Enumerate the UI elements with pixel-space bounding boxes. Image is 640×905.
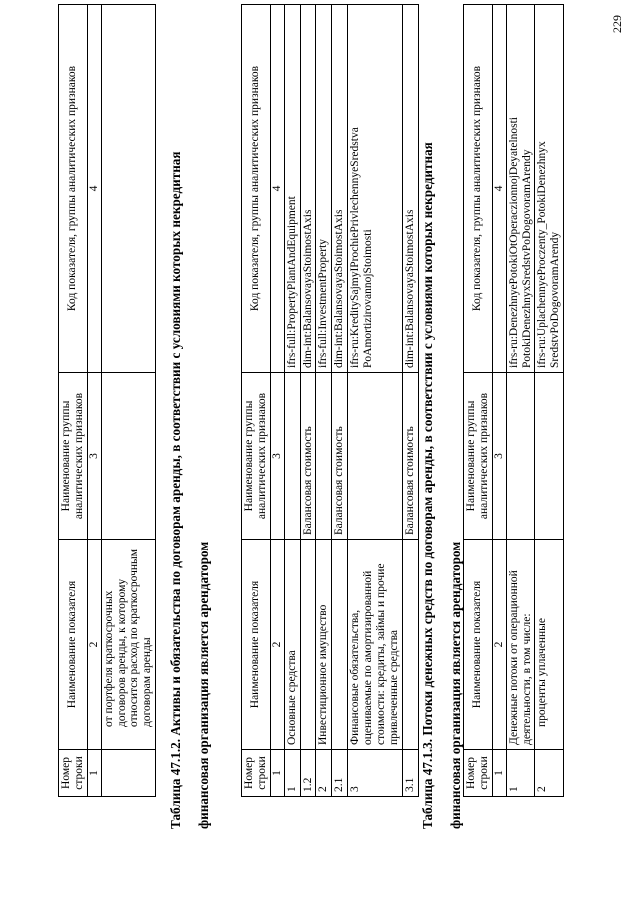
row-name: Денежные потоки от операционной деятельности, в том числе:: [506, 540, 535, 750]
row-group: Балансовая стоимость: [300, 373, 316, 540]
table-3-caption: [420, 142, 464, 829]
row-no: 3.1: [402, 750, 418, 797]
col-number: 2: [270, 540, 284, 750]
header-name: Наименование показателя: [59, 540, 88, 750]
header-group: Наименование группы аналитических признаков: [242, 373, 271, 540]
caption-line-1: Таблица 47.1.2. Активы и обязательства по договорам аренды, в соответствии с условиями которых некредитная: [168, 151, 183, 829]
page-number: 229: [610, 15, 624, 33]
row-code: ifrs-ru:KreditySajmyIProchiePrivlechennyeSredstva PoAmortizirovannojStoimosti: [348, 5, 403, 373]
column-numbers: [492, 5, 506, 797]
row-group: Балансовая стоимость: [332, 373, 348, 540]
row-group: [348, 373, 403, 540]
row-no: 1: [284, 750, 300, 797]
row-no: 3: [348, 750, 403, 797]
row-no: 1.2: [300, 750, 316, 797]
row-name: [300, 540, 316, 750]
header-row-no: Номер строки: [242, 750, 271, 797]
col-number: 3: [87, 373, 101, 540]
table-header: [242, 5, 271, 797]
row-name: [402, 540, 418, 750]
row-code: dim-int:BalansovayaStoimostAxis: [402, 5, 418, 373]
header-group: Наименование группы аналитических признаков: [59, 373, 88, 540]
column-numbers: [87, 5, 101, 797]
col-number: 2: [87, 540, 101, 750]
table-1: [58, 4, 156, 797]
row-group: [535, 373, 564, 540]
row-code: ifrs-full:PropertyPlantAndEquipment: [284, 5, 300, 373]
header-row-no: Номер строки: [59, 750, 88, 797]
table-row: [300, 5, 316, 797]
header-code: Код показателя, группы аналитических признаков: [464, 5, 493, 373]
header-row-no: Номер строки: [464, 750, 493, 797]
row-no: 2.1: [332, 750, 348, 797]
table-row: [316, 5, 332, 797]
table-row: [332, 5, 348, 797]
row-group: Балансовая стоимость: [402, 373, 418, 540]
row-code: dim-int:BalansovayaStoimostAxis: [300, 5, 316, 373]
col-number: 1: [87, 750, 101, 797]
header-name: Наименование показателя: [242, 540, 271, 750]
row-group: [101, 373, 156, 540]
row-name: Финансовые обязательства, оцениваемые по амортизированной стоимости: кредиты, займы и прочие привлеченные средства: [348, 540, 403, 750]
caption-line-2: финансовая организация является арендатором: [447, 541, 463, 829]
table-row: [402, 5, 418, 797]
row-no: 2: [535, 750, 564, 797]
header-code: Код показателя, группы аналитических признаков: [242, 5, 271, 373]
row-name: проценты уплаченные: [535, 540, 564, 750]
row-no: [101, 750, 156, 797]
table-2: [241, 4, 419, 797]
col-number: 3: [270, 373, 284, 540]
table-3: [463, 4, 564, 797]
table-row: [535, 5, 564, 797]
table-2-caption: [168, 151, 212, 829]
row-code: dim-int:BalansovayaStoimostAxis: [332, 5, 348, 373]
col-number: 4: [87, 5, 101, 373]
header-code: Код показателя, группы аналитических признаков: [59, 5, 88, 373]
header-group: Наименование группы аналитических признаков: [464, 373, 493, 540]
col-number: 4: [492, 5, 506, 373]
row-code: ifrs-ru:UplachennyeProczenty_PotokiDenezhnyx SredstvPoDogovoramArendy: [535, 5, 564, 373]
row-group: [316, 373, 332, 540]
row-name: Инвестиционное имущество: [316, 540, 332, 750]
row-name: от портфеля краткосрочных договоров аренды, к которому относится расход по краткосрочным договорам аренды: [101, 540, 156, 750]
table-row: [101, 5, 156, 797]
row-group: [506, 373, 535, 540]
row-code: [101, 5, 156, 373]
table-row: [506, 5, 535, 797]
col-number: 2: [492, 540, 506, 750]
col-number: 1: [492, 750, 506, 797]
col-number: 3: [492, 373, 506, 540]
row-name: [332, 540, 348, 750]
caption-line-1: Таблица 47.1.3. Потоки денежных средств по договорам аренды, в соответствии с условиями которых некредитная: [420, 142, 435, 829]
row-code: ifrs-full:InvestmentProperty: [316, 5, 332, 373]
caption-line-2: финансовая организация является арендатором: [195, 541, 211, 829]
row-no: 1: [506, 750, 535, 797]
row-group: [284, 373, 300, 540]
header-name: Наименование показателя: [464, 540, 493, 750]
table-row: [284, 5, 300, 797]
table-row: [348, 5, 403, 797]
col-number: 1: [270, 750, 284, 797]
row-code: ifrs-ru:DenezhnyePotokiOtOperaczionnojDeyatelnosti PotokiDenezhnyxSredstvPoDogovoramArendy: [506, 5, 535, 373]
table-header: [59, 5, 88, 797]
col-number: 4: [270, 5, 284, 373]
row-name: Основные средства: [284, 540, 300, 750]
row-no: 2: [316, 750, 332, 797]
column-numbers: [270, 5, 284, 797]
table-header: [464, 5, 493, 797]
